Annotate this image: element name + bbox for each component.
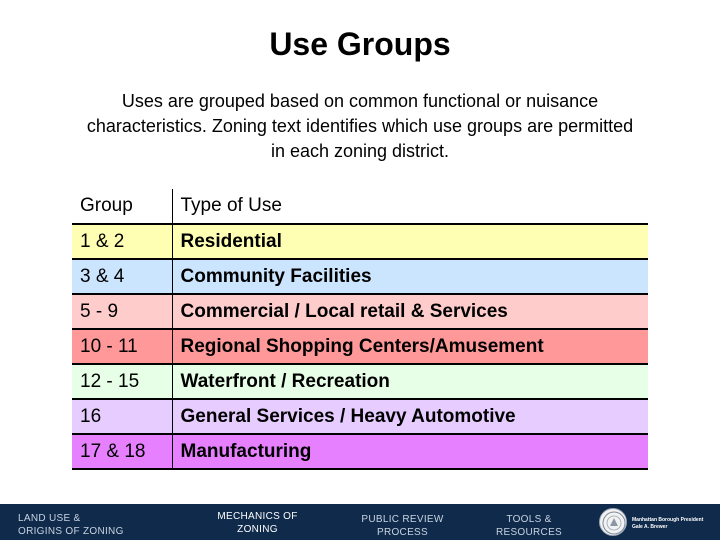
- nav-land-use-origins[interactable]: [18, 512, 124, 538]
- use-type-cell: Manufacturing: [172, 434, 648, 469]
- table-row: [72, 329, 648, 364]
- slide-intro-text: Uses are grouped based on common functional or nuisance characteristics. Zoning text identifies which use groups are permitted in each zoning district.: [86, 91, 634, 161]
- nav-label-line: PROCESS: [376, 527, 428, 538]
- nav-label-line: ORIGINS OF ZONING: [18, 526, 124, 537]
- nav-label-line: ZONING: [237, 524, 278, 535]
- borough-president-credit: [632, 517, 718, 531]
- group-number-cell: 10 - 11: [72, 329, 172, 364]
- table-row: [72, 434, 648, 469]
- nav-tools-resources[interactable]: [480, 513, 578, 539]
- use-groups-table: [72, 189, 648, 470]
- table-row: [72, 259, 648, 294]
- group-number-cell: 17 & 18: [72, 434, 172, 469]
- use-type-cell: Waterfront / Recreation: [172, 364, 648, 399]
- nav-mechanics-of-zoning[interactable]: [200, 510, 315, 536]
- nav-label-line: RESOURCES: [495, 527, 563, 538]
- group-number-cell: 12 - 15: [72, 364, 172, 399]
- table-row: [72, 399, 648, 434]
- slide-title: Use Groups: [269, 26, 451, 62]
- nav-label-line: MECHANICS OF: [217, 511, 298, 522]
- credit-line: Gale A. Brewer: [632, 524, 668, 530]
- nav-label-line: LAND USE &: [18, 513, 81, 524]
- group-number-cell: 16: [72, 399, 172, 434]
- use-type-cell: Residential: [172, 224, 648, 259]
- group-number-cell: 3 & 4: [72, 259, 172, 294]
- footer-nav-bar: [0, 504, 720, 540]
- borough-seal-icon: [599, 508, 627, 536]
- table-header-row: [72, 189, 648, 224]
- nav-public-review-process[interactable]: [350, 513, 455, 539]
- use-type-cell: General Services / Heavy Automotive: [172, 399, 648, 434]
- use-type-cell: Commercial / Local retail & Services: [172, 294, 648, 329]
- group-number-cell: 1 & 2: [72, 224, 172, 259]
- header-group: Group: [72, 189, 172, 224]
- table-row: [72, 294, 648, 329]
- header-type-of-use: Type of Use: [172, 189, 648, 224]
- table-row: [72, 224, 648, 259]
- nav-label-line: PUBLIC REVIEW: [361, 514, 444, 525]
- nav-label-line: TOOLS &: [506, 514, 552, 525]
- group-number-cell: 5 - 9: [72, 294, 172, 329]
- credit-line: Manhattan Borough President: [632, 517, 704, 523]
- use-type-cell: Community Facilities: [172, 259, 648, 294]
- use-type-cell: Regional Shopping Centers/Amusement: [172, 329, 648, 364]
- table-row: [72, 364, 648, 399]
